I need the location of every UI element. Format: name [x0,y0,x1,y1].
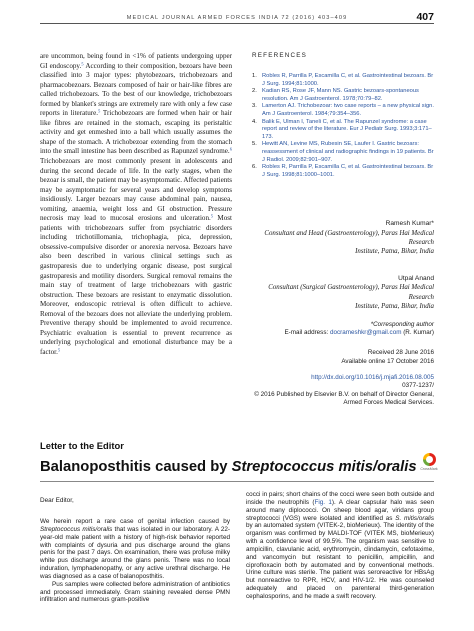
correspondence [252,321,434,337]
citation-superscript[interactable]: 5 [210,213,214,219]
running-head: MEDICAL JOURNAL ARMED FORCES INDIA 72 (2016) 403–409 [126,15,348,21]
author-name: Utpal Anand [398,275,434,283]
doi-block [252,374,434,407]
letter-body-left [40,518,230,604]
text-span: We herein report a rare case of genital infection caused by [40,518,230,525]
email-prefix: E-mail address: [284,329,330,337]
text-span: Most patients with trichobezoars suffer from psychiatric disorders including trichotillomania, trichophagia, pica, depression, obsessive-compulsive disorder or anorexia nervosa. Bezoars have also been described in various clinical settings such as gastroparesis due to underlying organic disease, post surgical gastroparesis and motility disorders. Surgical removal remains the main stay of treatment of large trichobezoars with gastric obstruction. These bezoars are resistant to enzymatic dissolution. Moreover, endoscopic retrieval is often difficult to achieve. Removal of the bezoars does not alleviate the underlying problem. Preventive therapy should be implemented to avoid recurrence. Psychiatric evaluation is essential to prevent recurrence as underlying psychological and emotional disturbance may be a factor. [40,214,232,356]
text-span: cocci in pairs; short chains of the cocci were seen both outside and inside the neutrophils ( [246,491,434,506]
reference-number: 4. [252,118,257,125]
right-column [252,52,434,407]
author-affiliation: Consultant (Surgical Gastroenterology), Paras Hai Medical Research [268,284,434,301]
email-link[interactable]: docrameshkr@gmail.com [329,329,402,337]
figure-link[interactable]: Fig. 1 [314,498,332,506]
text-span: are uncommon, being found in <1% of patients undergoing upper GI endoscopy. [40,52,232,70]
reference-item [252,88,434,103]
author-affiliation: Institute, Patna, Bihar, India [355,247,434,255]
author-name: Ramesh Kumar* [385,220,434,228]
reference-number: 2. [252,88,257,95]
reference-number: 6. [252,164,257,171]
reference-item [252,103,434,118]
email-line [252,329,434,337]
issn: 0377-1237/ [402,382,434,390]
text-span: by an automated system (VITEK-2, bioMerieux). The identity of the organism was confirmed by MALDI-TOF (VITEK MS, bioMerieux) with a confidence level of 99.5%. The organism was sensitive to ampicillin, clavulanic acid, erythromycin, clindamycin, cefotaxime, and vancomycin but resistant to penicillin, ampicillin, and ciprofloxacin both by automated and by conventional methods. Urine culture was sterile. The patient was seroreactive for HBsAg but nonreactive to RPR, HCV, and HIV-1/2. He was counseled adequately and placed on parenteral third-generation cephalosporins, and he made a swift recovery. [246,522,434,600]
reference-item [252,73,434,88]
reference-link[interactable]: Balik E, Ulman I, Taneli C, et al. The Rapunzel syndrome: a case report and review of the literature. Eur J Pediatr Surg. 1993;3:171–173. [262,118,432,140]
email-suffix: (R. Kumar) [401,329,434,337]
crossmark-icon [423,453,436,466]
author-affiliation: Institute, Patna, Bihar, India [355,302,434,310]
letter-paragraph [40,518,230,581]
section-label: Letter to the Editor [40,440,124,451]
header-rule [40,23,434,24]
references-heading: REFERENCES [252,52,308,59]
citation-superscript[interactable]: 6 [229,146,232,152]
text-span: that was isolated in our laboratory. A 22-year-old male patient with a history of high-risk behavior reported with complaints of dysuria and pus discharge around the glans penis for the past 7 days. On examination, there was profuse milky white pus discharge around the glans penis. There was no local induration, lymphadenopathy, or any active urethral discharge. He was diagnosed as a case of balanoposthitis. [40,525,230,580]
citation-superscript[interactable]: 5 [81,61,84,67]
received-date: Received 28 June 2016 [367,349,434,357]
reference-link[interactable]: Lamerton AJ. Trichobezoar: two case reports – a new physical sign. Am J Gastroenterol. 1984;79:354–356. [262,103,434,117]
article-title [40,459,417,475]
text-span: Trichobezoars are most commonly present in adolescents and during the second decade of life. In the early stages, when the bezoar is small, the patient may be asymptomatic. Affected patients may be asymptomatic for several years and develop symptoms insidiously. Larger bezoars may cause abdominal pain, nausea, vomiting, anaemia, weight loss and GI obstruction. Pressure necrosis may lead to mucosal erosions and ulceration. [40,157,232,223]
citation-superscript[interactable]: 5 [57,347,61,353]
reference-item [252,119,434,142]
author-block [252,274,434,311]
organism-name: S. mitis/oralis [395,514,434,522]
salutation: Dear Editor, [40,497,74,504]
copyright-line: Armed Forces Medical Services. [343,398,434,406]
crossmark-badge[interactable] [417,453,441,471]
letter-paragraph [246,491,434,601]
references-list [252,73,434,179]
corresponding-author-label: *Corresponding author [370,320,434,328]
reference-link[interactable]: Kadian RS, Rose JF, Mann NS. Gastric bezoars-spontaneous resolution. Am J Gastroenterol. 1978;70:79–82. [262,88,419,102]
reference-link[interactable]: Hewitt AN, Levine MS, Rubesin SE, Laufer I. Gastric bezoars: reassessment of clinical and radiographic findings in 19 patients. Br J Radiol. 2009;82:901–907. [262,141,434,163]
reference-number: 1. [252,73,257,79]
author-block [252,219,434,256]
text-span: ). A clear capsular halo was seen around many diplococci. On sheep blood agar, viridans group streptococci (VGS) were isolated and identified as [246,498,434,522]
reference-item [252,164,434,179]
reference-number: 5. [252,141,257,148]
letter-body-right [246,491,434,601]
copyright-line: © 2016 Published by Elsevier B.V. on behalf of Director General, [254,390,434,398]
title-text: Balanoposthitis caused by [40,459,232,475]
text-span: According to their composition, bezoars have been classified into 3 major types: phytobezoars, trichobezoars and pharmacobezoars. Bezoars composed of hair or hair-like fibres are called trichobezoars. To the best of our knowledge, trichobezoars formed by blanket's strings are extremely rare with only a few case reports in literature. [40,61,232,118]
title-rule [40,481,434,482]
previous-article-text [40,52,232,358]
organism-name: Streptococcus mitis/oralis [40,525,113,533]
crossmark-label: CrossMark [420,467,438,471]
reference-item [252,141,434,164]
page-number: 407 [416,11,434,23]
online-date: Available online 17 October 2016 [341,357,434,365]
title-organism: Streptococcus mitis/oralis [231,459,417,475]
citation-superscript[interactable]: 5 [98,108,101,114]
reference-link[interactable]: Robles R, Parrilla P, Escamilla C, et al. Gastrointestinal bezoars. Br J Surg. 1998;81:1000–1001. [262,164,434,178]
doi-link[interactable]: http://dx.doi.org/10.1016/j.mjafi.2016.08.005 [311,374,434,382]
reference-number: 3. [252,103,257,110]
letter-paragraph: Pus samples were collected before administration of antibiotics and processed immediately. Gram staining revealed dense PMN infiltration and numerous gram-positive [40,580,230,604]
previous-article-paragraph [40,52,232,358]
author-affiliation: Consultant and Head (Gastroenterology), Paras Hai Medical Research [264,229,434,246]
text-span: Trichobezoars are formed when hair or hair like fibres are retained in the stomach, escaping its peristaltic activity and get enmeshed into a ball which usually assumes the shape of the stomach. A trichobezoar extending from the stomach into the small intestine has been described as Rapunzel syndrome. [40,109,232,156]
reference-link[interactable]: Robles R, Parrilla P, Escamilla C, et al. Gastrointestinal bezoars. Br J Surg. 1994;81:1000. [262,73,434,87]
article-dates [252,349,434,366]
